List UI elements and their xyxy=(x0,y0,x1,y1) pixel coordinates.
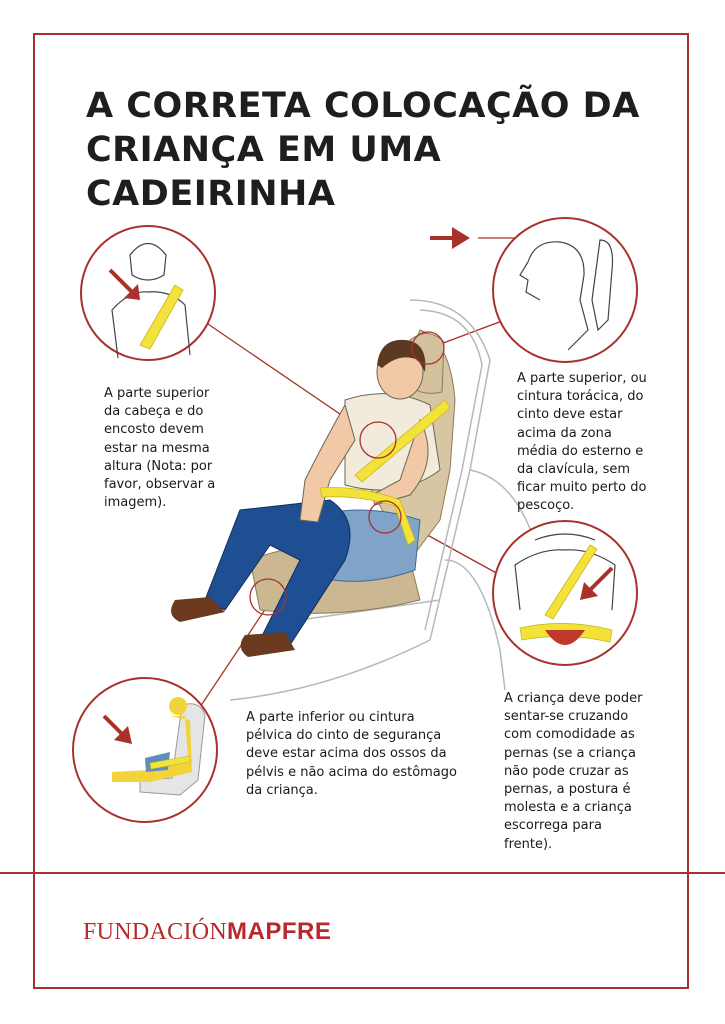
caption-line: cintura torácica, do xyxy=(517,389,644,405)
caption-lap-belt xyxy=(246,709,461,800)
caption-line: pélvis e não acima do estômago xyxy=(246,764,457,780)
caption-line: A parte superior xyxy=(104,386,210,401)
caption-line: A parte superior, ou xyxy=(517,371,647,386)
shoe-right xyxy=(241,632,295,657)
title-line-2: CRIANÇA EM UMA CADEIRINHA xyxy=(86,130,442,214)
detail-lap-belt xyxy=(493,521,637,665)
caption-line: da clavícula, sem xyxy=(517,462,631,478)
detail-headrest xyxy=(430,218,637,362)
arrow-icon xyxy=(430,227,470,249)
caption-line: favor, observar a xyxy=(104,477,216,493)
caption-line: pélvica do cinto de segurança xyxy=(246,728,442,744)
caption-shoulder-belt xyxy=(517,370,652,516)
caption-line: não pode cruzar as xyxy=(504,763,629,779)
caption-line: acima da zona xyxy=(517,425,612,441)
fundacion-mapfre-logo xyxy=(83,918,331,948)
caption-line: escorrega para frente). xyxy=(504,818,602,852)
caption-line: com comodidade as xyxy=(504,727,635,743)
caption-line: cinto deve estar xyxy=(517,407,623,423)
detail-seated-child xyxy=(73,678,217,822)
caption-line: altura (Nota: por xyxy=(104,458,213,474)
caption-line: encosto devem xyxy=(104,422,204,438)
detail-shoulder xyxy=(81,226,215,360)
caption-line: da criança. xyxy=(246,782,318,798)
caption-line: média do esterno e xyxy=(517,443,644,459)
caption-line: pernas (se a criança xyxy=(504,745,636,761)
caption-line: pescoço. xyxy=(517,498,575,514)
caption-line: A parte inferior ou cintura xyxy=(246,710,415,725)
caption-line: molesta e a criança xyxy=(504,800,632,816)
logo-part-fundacion: FUNDACIÓN xyxy=(83,919,228,945)
caption-line: sentar-se cruzando xyxy=(504,709,629,725)
caption-head-alignment xyxy=(104,385,264,512)
caption-line: pernas, a postura é xyxy=(504,782,631,798)
caption-line: A criança deve poder xyxy=(504,691,643,706)
caption-line: da cabeça e do xyxy=(104,404,204,420)
logo-part-mapfre: MAPFRE xyxy=(227,918,332,945)
caption-line: estar na mesma xyxy=(104,440,210,456)
title-line-1: A CORRETA COLOCAÇÃO DA xyxy=(86,86,640,126)
caption-line: imagem). xyxy=(104,495,167,511)
caption-line: deve estar acima dos ossos da xyxy=(246,746,447,762)
caption-crossed-legs xyxy=(504,690,654,854)
caption-line: ficar muito perto do xyxy=(517,480,647,496)
